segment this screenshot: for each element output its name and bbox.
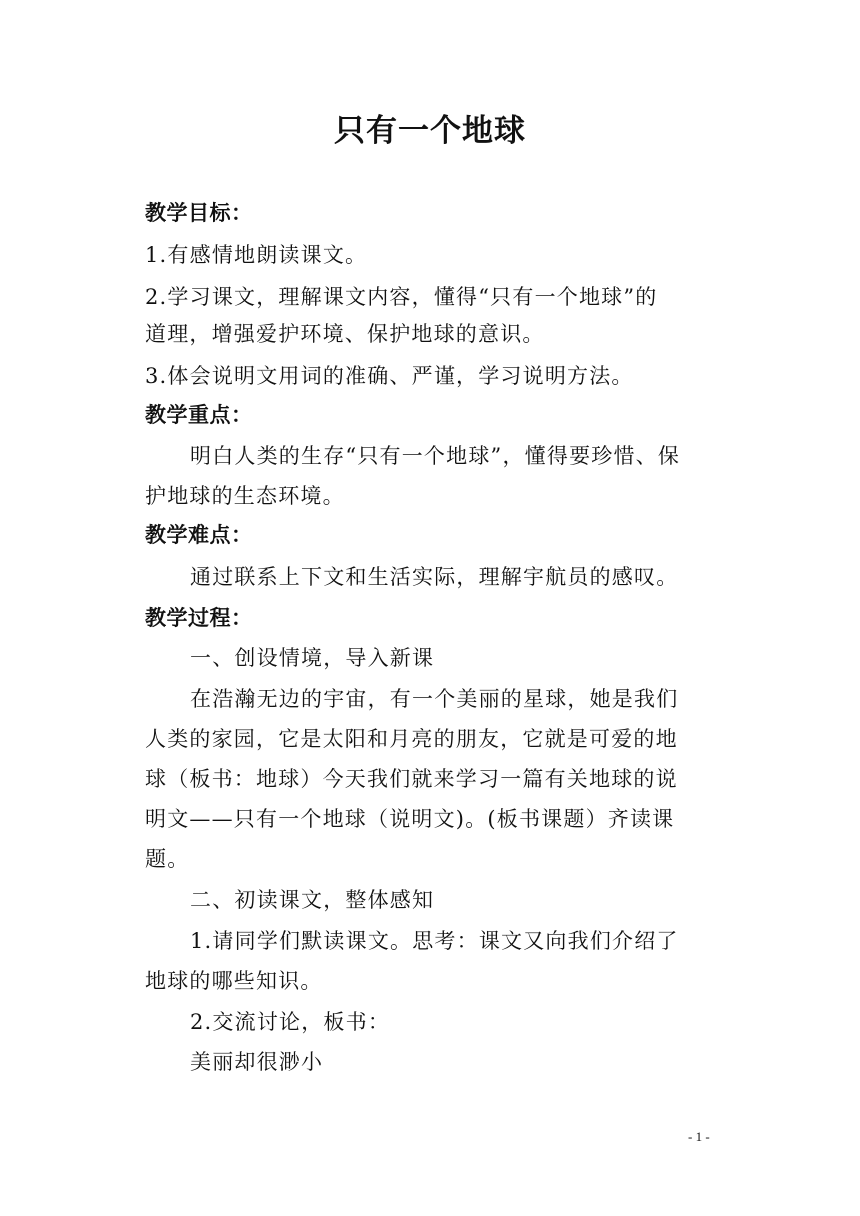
key-points-line-1: 明白人类的生存“只有一个地球”，懂得要珍惜、保 [190,444,681,468]
intro-paragraph-line-2: 人类的家园，它是太阳和月亮的朋友，它就是可爱的地 [145,727,678,751]
section-2-heading: 二、初读课文，整体感知 [190,888,435,912]
intro-paragraph-line-4: 明文——只有一个地球（说明文)。(板书课题）齐读课 [145,807,675,831]
step-1-line-1: 1.请同学们默读课文。思考：课文又向我们介绍了 [190,929,679,953]
section-1-heading: 一、创设情境，导入新课 [190,646,435,670]
board-note: 美丽却很渺小 [190,1050,324,1074]
heading-difficulties: 教学难点： [145,523,253,547]
heading-process: 教学过程： [145,606,253,630]
objective-1: 1.有感情地朗读课文。 [145,243,368,267]
objective-3: 3.体会说明文用词的准确、严谨，学习说明方法。 [145,364,634,388]
intro-paragraph-line-5: 题。 [145,847,190,871]
step-1-line-2: 地球的哪些知识。 [145,969,323,993]
key-points-line-2: 护地球的生态环境。 [145,484,345,508]
step-2: 2.交流讨论，板书： [190,1010,391,1034]
page-number: - 1 - [688,1129,710,1144]
intro-paragraph-line-3: 球（板书：地球）今天我们就来学习一篇有关地球的说 [145,767,678,791]
intro-paragraph-line-1: 在浩瀚无边的宇宙，有一个美丽的星球，她是我们 [190,687,679,711]
heading-objectives: 教学目标： [145,201,253,225]
objective-2-line-1: 2.学习课文，理解课文内容，懂得“只有一个地球”的 [145,285,658,309]
heading-key-points: 教学重点： [145,403,253,427]
document-title: 只有一个地球 [334,113,526,149]
difficulties-text: 通过联系上下文和生活实际，理解宇航员的感叹。 [190,565,679,589]
objective-2-line-2: 道理，增强爱护环境、保护地球的意识。 [145,322,545,346]
